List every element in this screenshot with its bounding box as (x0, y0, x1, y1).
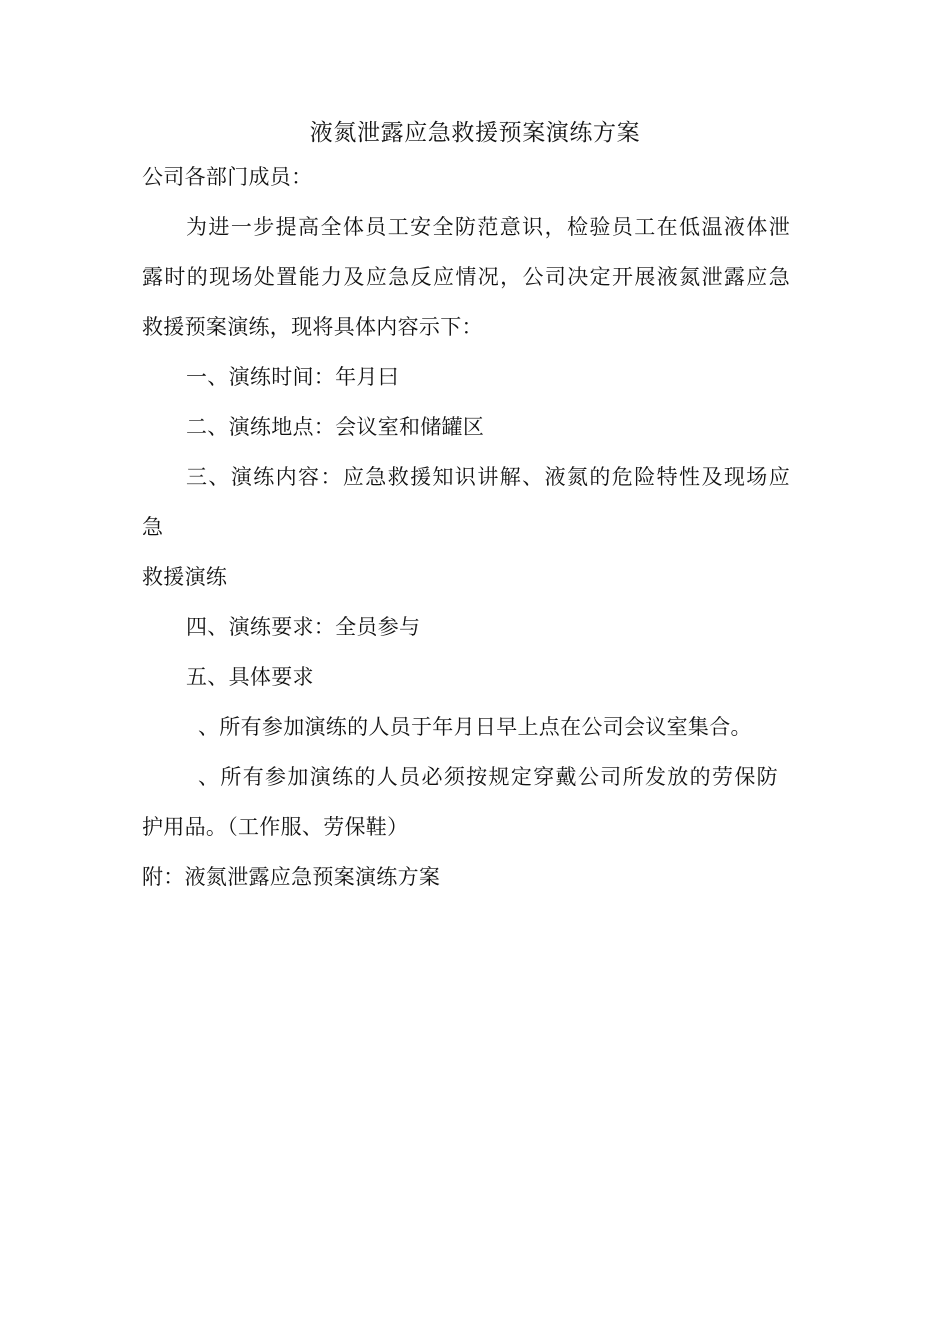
item-specific: 五、具体要求 (186, 665, 314, 689)
item-time: 一、演练时间：年月曰 (186, 365, 399, 389)
intro-line-3: 救援预案演练，现将具体内容示下： (142, 315, 483, 339)
item-content-line-2: 急 (142, 515, 164, 539)
sub-item-second-line-2: 护用品。（工作服、劳保鞋） (142, 815, 409, 839)
item-requirement: 四、演练要求：全员参与 (186, 615, 421, 639)
intro-line-1: 为进一步提高全体员工安全防范意识，检验员工在低温液体泄 (186, 215, 790, 239)
sub-item-first: 、所有参加演练的人员于年月日早上点在公司会议室集合。 (198, 715, 752, 739)
intro-line-2: 露时的现场处置能力及应急反应情况，公司决定开展液氮泄露应急 (142, 265, 790, 289)
item-content-line-3: 救援演练 (142, 565, 228, 589)
document-title: 液氮泄露应急救援预案演练方案 (309, 120, 641, 146)
salutation: 公司各部门成员： (142, 165, 313, 189)
attachment-line: 附：液氮泄露应急预案演练方案 (142, 865, 441, 889)
item-location: 二、演练地点：会议室和储罐区 (186, 415, 485, 439)
sub-item-second-line-1: 、所有参加演练的人员必须按规定穿戴公司所发放的劳保防 (198, 765, 778, 789)
item-content-line-1: 三、演练内容：应急救援知识讲解、液氮的危险特性及现场应 (186, 465, 790, 489)
